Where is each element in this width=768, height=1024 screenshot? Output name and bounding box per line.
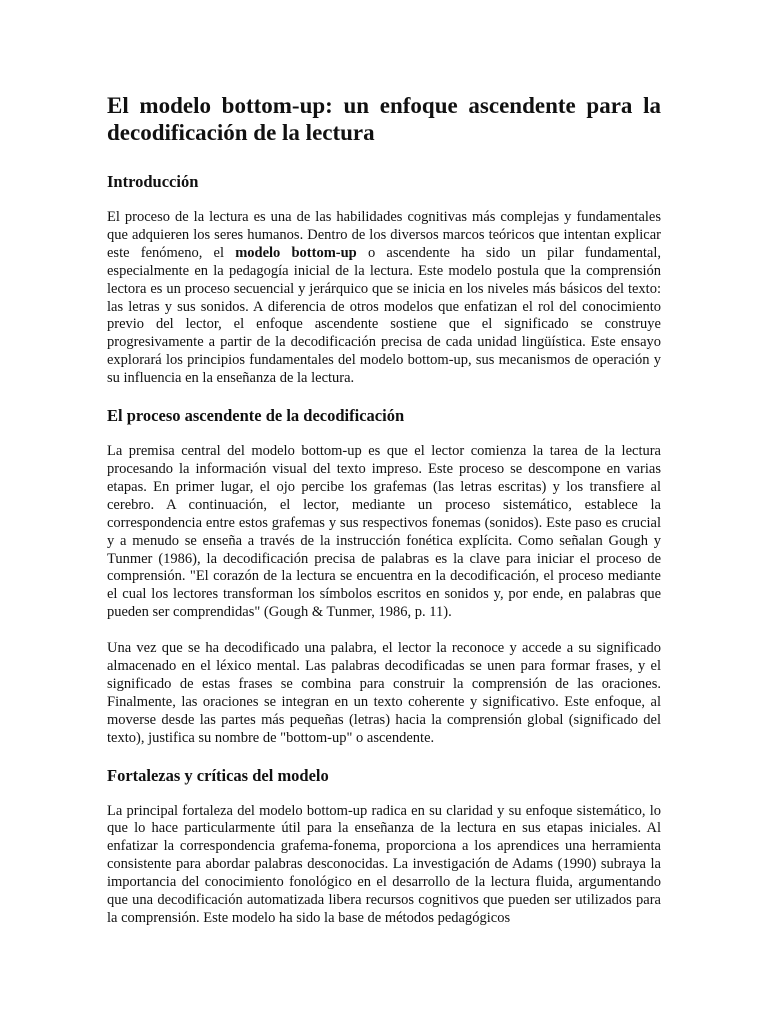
proceso-paragraph-2: Una vez que se ha decodificado una palabra, el lector la reconoce y accede a su significado almacenado en el léxico mental. Las palabras decodificadas se unen para formar frases, y el significado de estas frases se combina para construir la comprensión de las oraciones. Finalmente, las oraciones se integran en un texto coherente y significativo. Este enfoque, al moverse desde las partes más pequeñas (letras) hacia la comprensión global (significado del texto), justifica su nombre de "bottom-up" o ascendente. [107, 640, 661, 746]
fortalezas-paragraph-1: La principal fortaleza del modelo bottom-up radica en su claridad y su enfoque sistemático, lo que lo hace particularmente útil para la enseñanza de la lectura en sus etapas iniciales. Al enfatizar la correspondencia grafema-fonema, proporciona a los aprendices una herramienta consistente para abordar palabras desconocidas. La investigación de Adams (1990) subraya la importancia del conocimiento fonológico en el desarrollo de la lectura fluida, argumentando que una decodificación automatizada libera recursos cognitivos que pueden ser utilizados para la comprensión. Este modelo ha sido la base de métodos pedagógicos [107, 802, 661, 926]
section-heading-proceso: El proceso ascendente de la decodificación [107, 406, 405, 426]
intro-paragraph [107, 209, 661, 388]
proceso-paragraph-1: La premisa central del modelo bottom-up es que el lector comienza la tarea de la lectura procesando la información visual del texto impreso. Este proceso se descompone en varias etapas. En primer lugar, el ojo percibe los grafemas (las letras escritas) y los transfiere al cerebro. A continuación, el lector, mediante un proceso sistemático, establece la correspondencia entre estos grafemas y sus respectivos fonemas (sonidos). Este paso es crucial y a menudo se enseña a través de la instrucción fonética explícita. Como señalan Gough y Tunmer (1986), la decodificación precisa de palabras es la clave para iniciar el proceso de comprensión. "El corazón de la lectura se encuentra en la decodificación, el proceso mediante el cual los lectores transforman los símbolos escritos en sonidos y, por ende, en palabras que pueden ser comprendidas" (Gough & Tunmer, 1986, p. 11). [107, 443, 661, 621]
document-title: El modelo bottom-up: un enfoque ascendente para la decodificación de la lectura [107, 93, 661, 145]
intro-text-before: El proceso de la lectura es una de las habilidades cognitivas más complejas y fundamentales que adquieren los seres humanos. Dentro de los diversos marcos teóricos que intentan explicar este fenómeno, el [107, 209, 661, 261]
document-page [107, 92, 661, 946]
section-heading-fortalezas: Fortalezas y críticas del modelo [107, 765, 329, 785]
intro-text-after: o ascendente ha sido un pilar fundamental, especialmente en la pedagogía inicial de la lectura. Este modelo postula que la comprensión lectora es un proceso secuencial y jerárquico que se inicia en los niveles más básicos del texto: las letras y sus sonidos. A diferencia de otros modelos que enfatizan el rol del conocimiento previo del lector, el enfoque ascendente sostiene que el significado se construye progresivamente a partir de la decodificación precisa de cada unidad lingüística. Este ensayo explorará los principios fundamentales del modelo bottom-up, sus mecanismos de operación y su influencia en la enseñanza de la lectura. [107, 244, 661, 387]
section-heading-introduccion: Introducción [107, 172, 199, 191]
intro-bold-term: modelo bottom-up [235, 244, 357, 261]
